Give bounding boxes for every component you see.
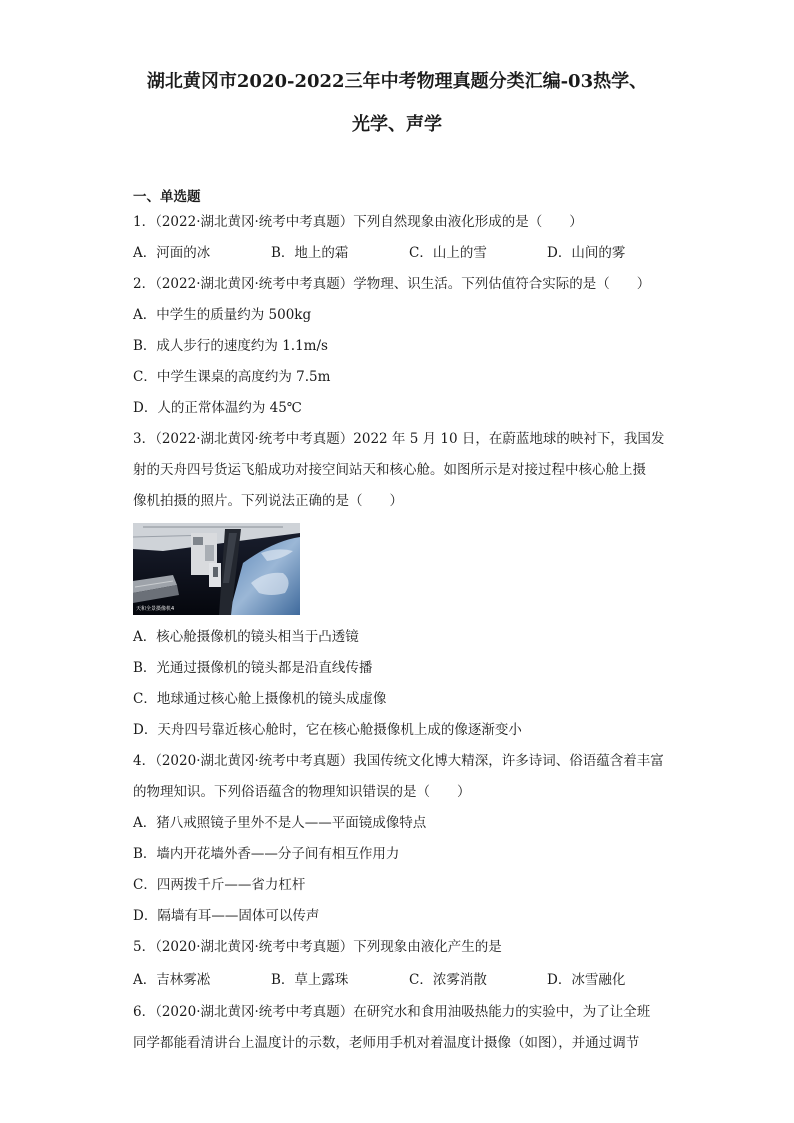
question-3-option-d: D．天舟四号靠近核心舱时，它在核心舱摄像机上成的像逐渐变小	[133, 722, 522, 738]
question-4-option-c: C．四两拨千斤——省力杠杆	[133, 877, 306, 893]
question-3-option-c: C．地球通过核心舱上摄像机的镜头成虚像	[133, 691, 387, 707]
question-2-option-d: D．人的正常体温约为 45℃	[133, 400, 302, 416]
document-title-line1: 湖北黄冈市2020-2022三年中考物理真题分类汇编-03热学、	[146, 71, 648, 92]
question-3-stem-line3: 像机拍摄的照片。下列说法正确的是（ ）	[133, 493, 403, 509]
question-5-option-c: C．浓雾消散	[409, 972, 487, 988]
question-4-option-b: B．墙内开花墙外香——分子间有相互作用力	[133, 846, 400, 862]
question-3-stem-line2: 射的天舟四号货运飞船成功对接空间站天和核心舱。如图所示是对接过程中核心舱上摄	[133, 462, 646, 478]
question-1-option-a: A．河面的冰	[133, 245, 211, 261]
question-2-stem: 2．（2022·湖北黄冈·统考中考真题）学物理、识生活。下列估值符合实际的是（ ）	[133, 276, 651, 292]
question-3-option-b: B．光通过摄像机的镜头都是沿直线传播	[133, 660, 373, 676]
docking-camera-photo	[133, 523, 300, 615]
question-6-stem-line2: 同学都能看清讲台上温度计的示数，老师用手机对着温度计摄像（如图），并通过调节	[133, 1035, 640, 1051]
question-5-options	[133, 971, 685, 989]
question-6-stem-line1: 6．（2020·湖北黄冈·统考中考真题）在研究水和食用油吸热能力的实验中，为了让全班	[133, 1004, 651, 1020]
question-5-option-a: A．吉林雾凇	[133, 972, 211, 988]
question-1-option-c: C．山上的雪	[409, 245, 487, 261]
question-1-option-d: D．山间的雾	[547, 245, 626, 261]
question-2-option-c: C．中学生课桌的高度约为 7.5m	[133, 369, 331, 385]
question-3-option-a: A．核心舱摄像机的镜头相当于凸透镜	[133, 629, 359, 645]
question-1-options	[133, 244, 685, 262]
docking-camera-photo-drawing	[133, 523, 300, 615]
question-4-stem-line1: 4．（2020·湖北黄冈·统考中考真题）我国传统文化博大精深，许多诗词、俗语蕴含着丰富	[133, 753, 664, 769]
question-2-option-a: A．中学生的质量约为 500kg	[133, 307, 312, 323]
question-2-option-b: B．成人步行的速度约为 1.1m/s	[133, 338, 328, 354]
question-5-option-b: B．草上露珠	[271, 972, 349, 988]
photo-caption: 天和全景摄像机4	[136, 606, 175, 612]
question-4-option-a: A．猪八戒照镜子里外不是人——平面镜成像特点	[133, 815, 427, 831]
section-heading: 一、单选题	[133, 189, 201, 205]
document-title-line2: 光学、声学	[352, 114, 442, 135]
question-5-stem: 5．（2020·湖北黄冈·统考中考真题）下列现象由液化产生的是	[133, 939, 502, 955]
question-5-option-d: D．冰雪融化	[547, 972, 626, 988]
question-1-option-b: B．地上的霜	[271, 245, 349, 261]
question-1-stem: 1．（2022·湖北黄冈·统考中考真题）下列自然现象由液化形成的是（ ）	[133, 214, 583, 230]
question-3-stem-line1: 3．（2022·湖北黄冈·统考中考真题）2022 年 5 月 10 日，在蔚蓝地球的映衬下，我国发	[133, 431, 665, 447]
question-4-option-d: D．隔墙有耳——固体可以传声	[133, 908, 320, 924]
question-4-stem-line2: 的物理知识。下列俗语蕴含的物理知识错误的是（ ）	[133, 784, 471, 800]
